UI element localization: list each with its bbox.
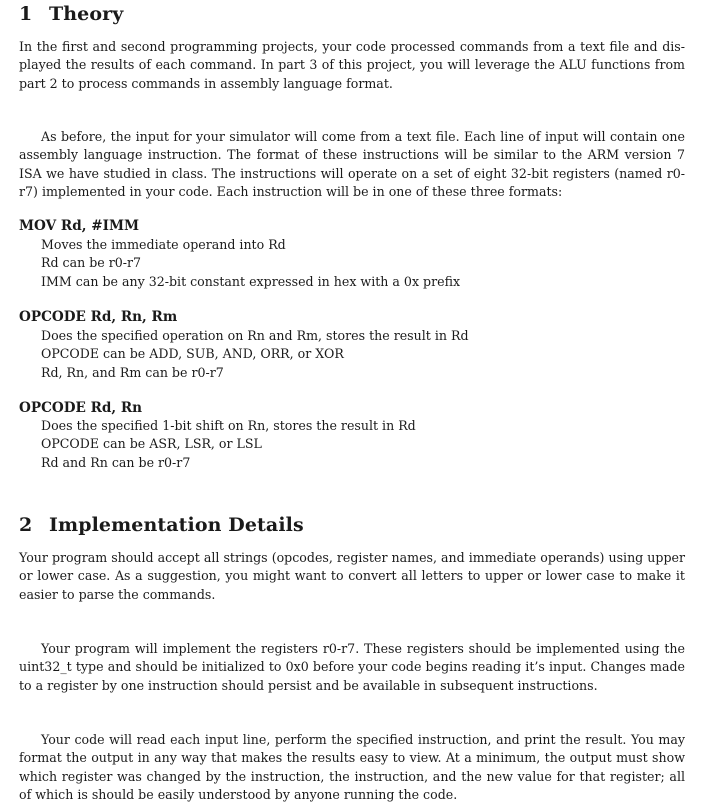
format-title-three-operand: OPCODE Rd, Rn, Rm xyxy=(19,309,178,325)
section-heading-implementation xyxy=(19,514,304,536)
format-list-three-operand xyxy=(41,327,469,382)
implementation-paragraph-2: Your program will implement the registers r0-r7. These registers should be implemented using the uint32_t type and should be initialized to 0x0 before your code begins reading it’s input. Changes made to a register by one instruction should persist and be available in subsequent instructions. xyxy=(19,641,685,693)
implementation-paragraph-1: Your program should accept all strings (opcodes, register names, and immediate operands) using upper or lower case. As a suggestion, you might want to convert all letters to upper or lower case to make it easier to parse the commands. xyxy=(19,550,685,602)
theory-paragraph-1: In the first and second programming projects, your code processed commands from a text file and dis-played the results of each command. In part 3 of this project, you will leverage the ALU functions from part 2 to process commands in assembly language format. xyxy=(19,39,685,91)
format-list-shift xyxy=(41,417,416,472)
section-title: Theory xyxy=(49,3,124,25)
format-title-shift: OPCODE Rd, Rn xyxy=(19,400,143,416)
format-line: Rd can be r0-r7 xyxy=(41,255,142,271)
format-line: Does the specified operation on Rn and Rm, stores the result in Rd xyxy=(41,328,469,343)
format-line: Moves the immediate operand into Rd xyxy=(41,237,286,252)
section-heading-theory xyxy=(19,3,123,25)
format-line: OPCODE can be ASR, LSR, or LSL xyxy=(41,436,262,452)
theory-paragraph-2: As before, the input for your simulator will come from a text file. Each line of input will contain one assembly language instruction. The format of these instructions will be similar to the ARM version 7 ISA we have studied in class. The instructions will operate on a set of eight 32-bit registers (named r0-r7) implemented in your code. Each instruction will be in one of these three formats: xyxy=(19,129,685,199)
format-line: Rd, Rn, and Rm can be r0-r7 xyxy=(41,364,224,380)
implementation-paragraph-3: Your code will read each input line, perform the specified instruction, and print the result. You may format the output in any way that makes the results easy to view. At a minimum, the output must show which register was changed by the instruction, the instruction, and the new value for that register; all of which is should be easily understood by anyone running the code. xyxy=(19,732,685,802)
format-line: OPCODE can be ADD, SUB, AND, ORR, or XOR xyxy=(41,346,344,362)
format-title-mov: MOV Rd, #IMM xyxy=(19,218,140,234)
section-number: 1 xyxy=(19,3,33,25)
format-line: IMM can be any 32-bit constant expressed in hex with a 0x prefix xyxy=(41,273,461,289)
section-title: Implementation Details xyxy=(49,514,304,536)
section-number: 2 xyxy=(19,514,33,536)
format-line: Rd and Rn can be r0-r7 xyxy=(41,454,191,470)
format-list-mov xyxy=(41,236,460,291)
format-line: Does the specified 1-bit shift on Rn, stores the result in Rd xyxy=(41,418,416,433)
